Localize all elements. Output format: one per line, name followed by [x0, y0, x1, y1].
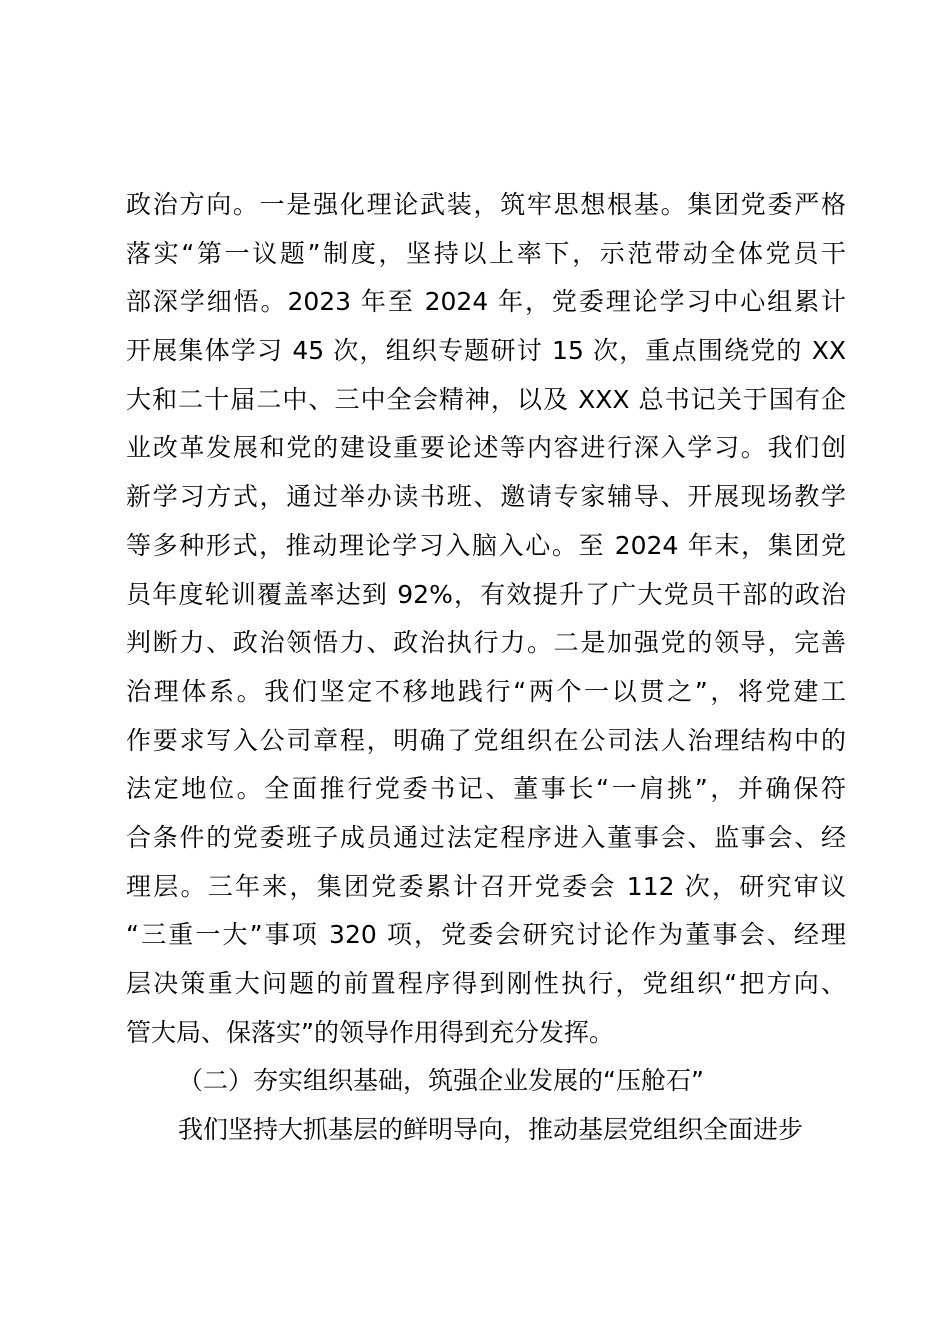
paragraph-line: 我们坚持大抓基层的鲜明导向，推动基层党组织全面进步	[178, 1115, 804, 1145]
paragraph-line: 部深学细悟。2023 年至 2024 年，党委理论学习中心组累计	[126, 287, 846, 317]
paragraph-line: 员年度轮训覆盖率达到 92%，有效提升了广大党员干部的政治	[126, 579, 846, 609]
paragraph-line: 作要求写入公司章程，明确了党组织在公司法人治理结构中的	[126, 725, 846, 755]
paragraph-line: 开展集体学习 45 次，组织专题研讨 15 次，重点围绕党的 XX	[126, 336, 846, 366]
paragraph-line: 判断力、政治领悟力、政治执行力。二是加强党的领导，完善	[126, 628, 846, 658]
paragraph-line: 法定地位。全面推行党委书记、董事长“一肩挑”，并确保符	[126, 774, 846, 804]
document-body	[126, 181, 846, 1155]
paragraph-line: 政治方向。一是强化理论武装，筑牢思想根基。集团党委严格	[126, 190, 846, 219]
paragraph-line: “三重一大”事项 320 项，党委会研究讨论作为董事会、经理	[126, 920, 846, 950]
paragraph-line: 层决策重大问题的前置程序得到刚性执行，党组织“把方向、	[126, 969, 846, 998]
section-heading: （二）夯实组织基础，筑强企业发展的“压舱石”	[178, 1066, 704, 1096]
paragraph-line: 业改革发展和党的建设重要论述等内容进行深入学习。我们创	[126, 433, 846, 463]
paragraph-line: 新学习方式，通过举办读书班、邀请专家辅导、开展现场教学	[126, 482, 846, 512]
body-paragraph	[126, 181, 846, 1057]
paragraph-line: 等多种形式，推动理论学习入脑入心。至 2024 年末，集团党	[126, 530, 846, 560]
paragraph-line: 管大局、保落实”的领导作用得到充分发挥。	[126, 1017, 614, 1047]
paragraph-line: 落实“第一议题”制度，坚持以上率下，示范带动全体党员干	[126, 238, 846, 268]
paragraph-line: 理层。三年来，集团党委累计召开党委会 112 次，研究审议	[126, 871, 846, 901]
paragraph-line: 大和二十届二中、三中全会精神，以及 XXX 总书记关于国有企	[126, 384, 846, 414]
paragraph-line: 合条件的党委班子成员通过法定程序进入董事会、监事会、经	[126, 822, 846, 852]
paragraph-line: 治理体系。我们坚定不移地践行“两个一以贯之”，将党建工	[126, 676, 846, 706]
